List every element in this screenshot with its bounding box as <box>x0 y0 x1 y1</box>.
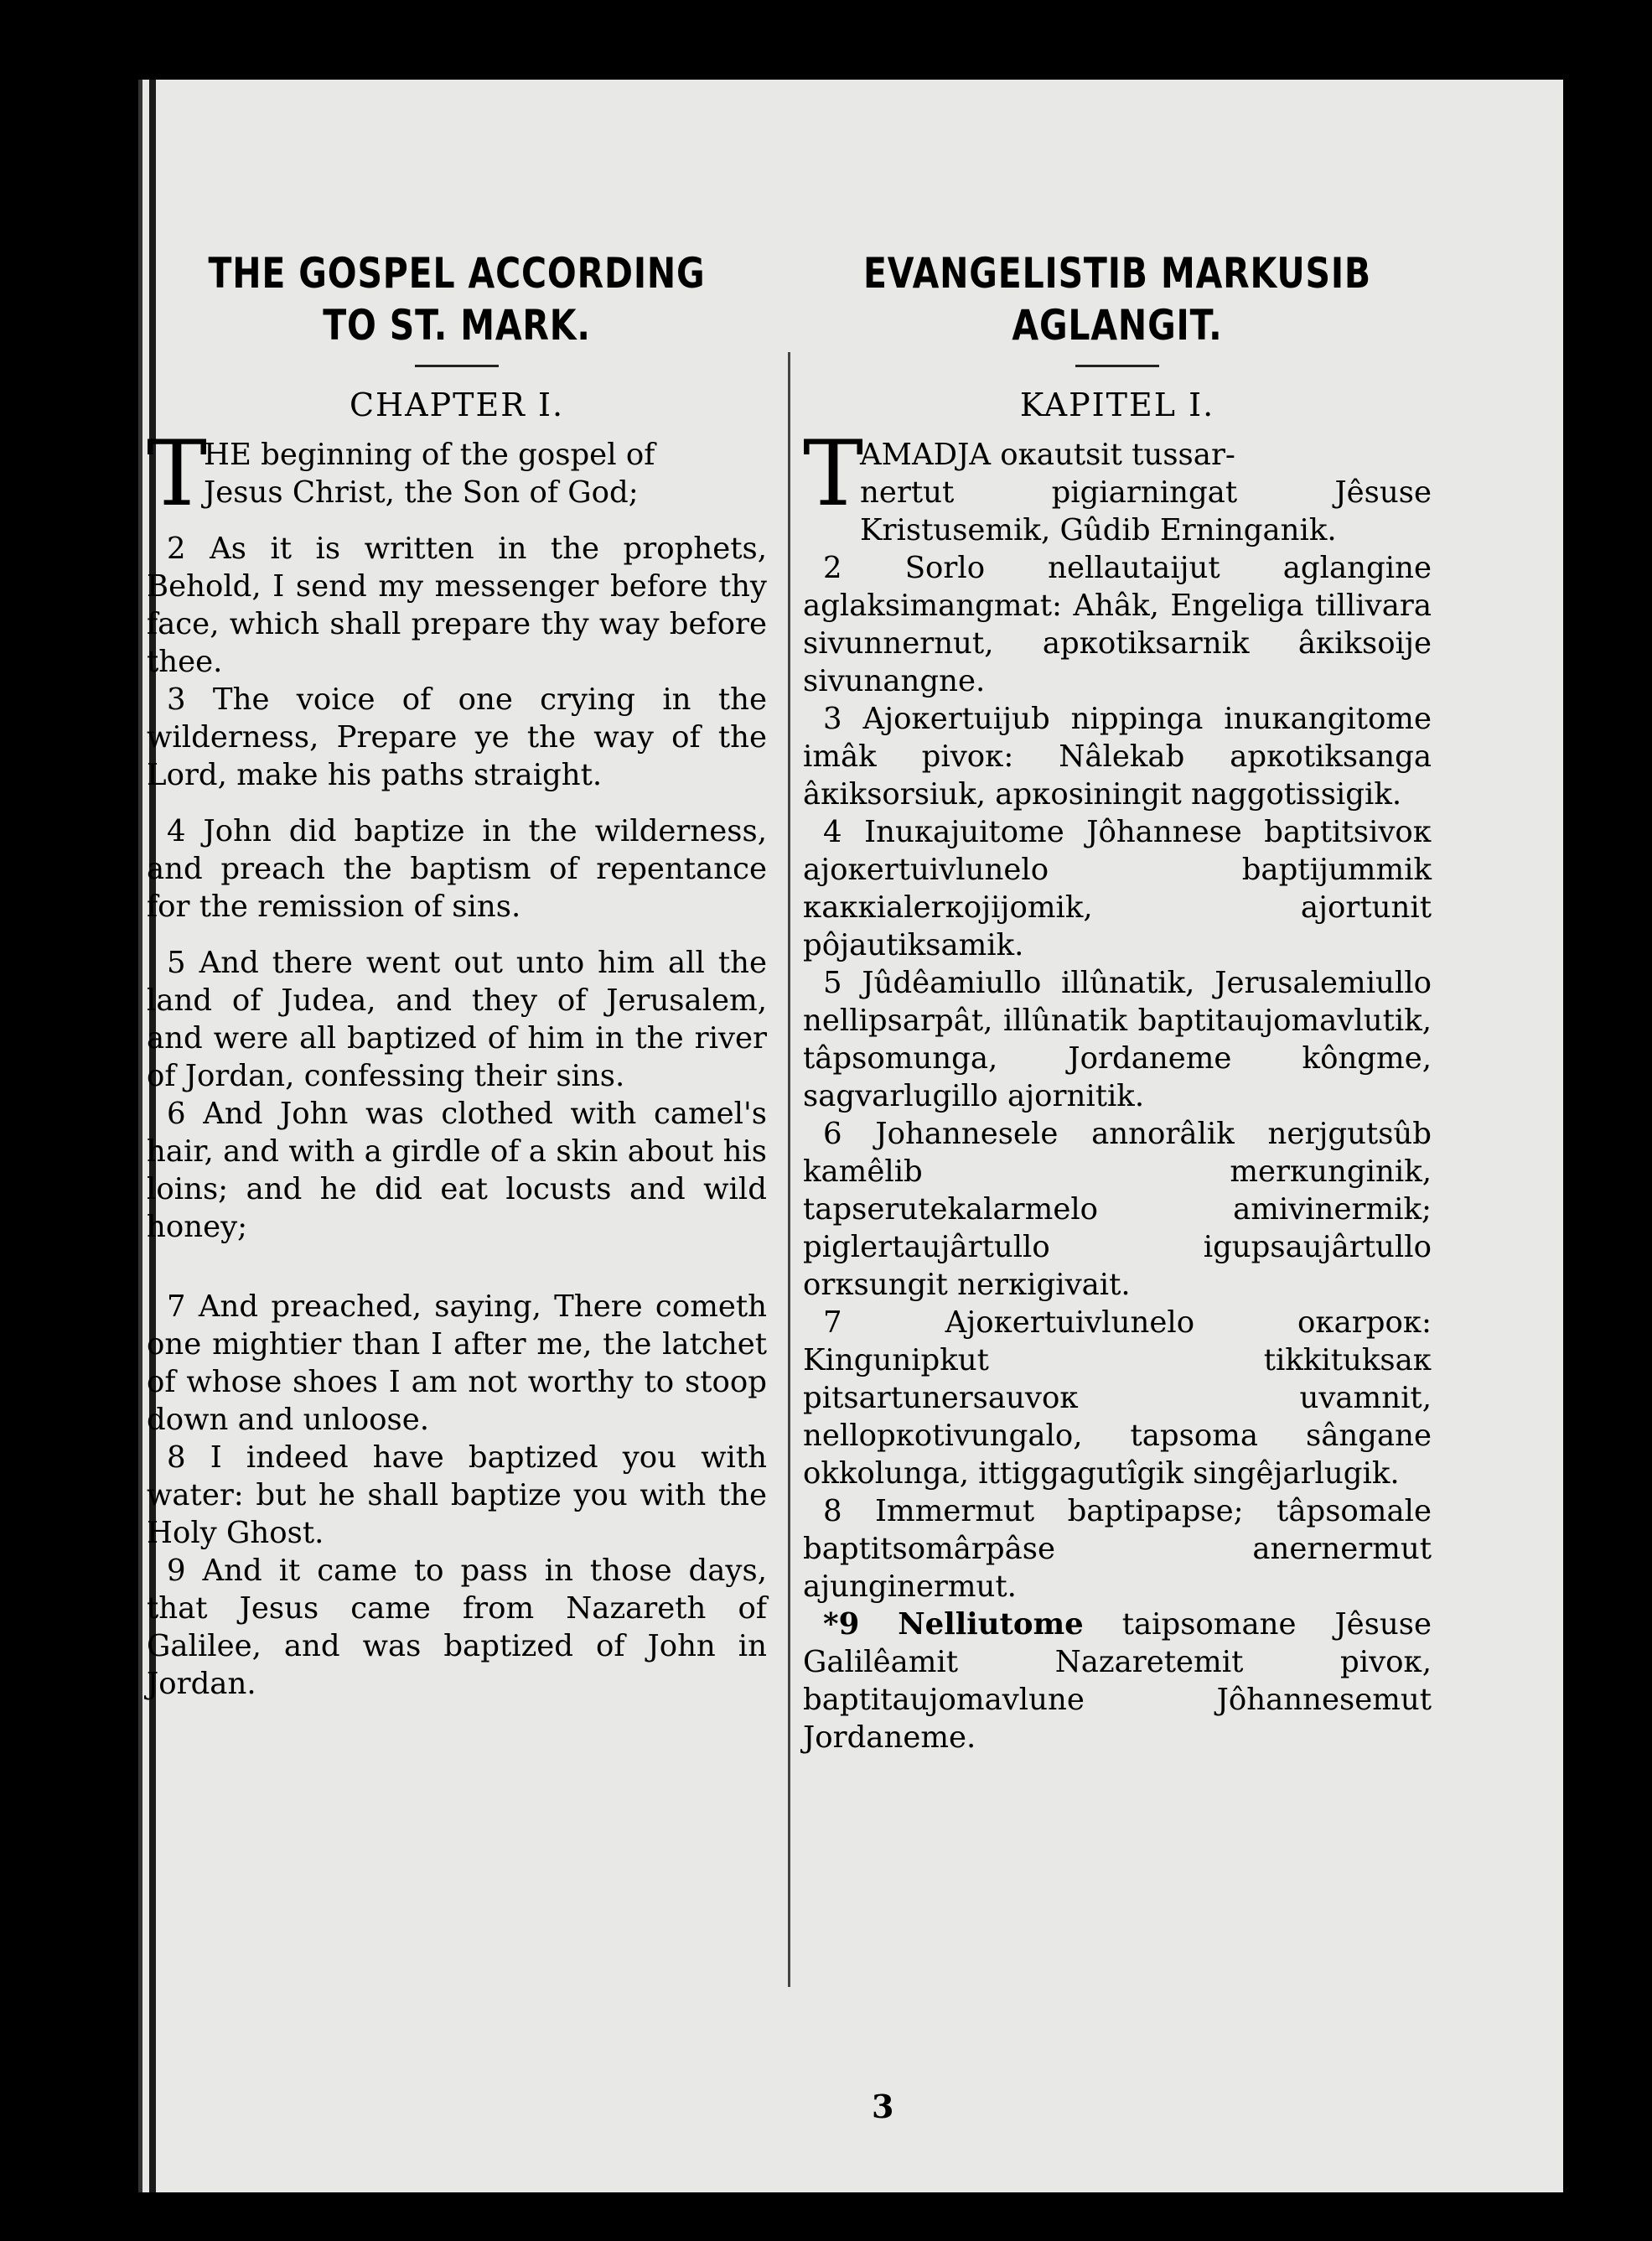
verse-text: And preached, saying, There cometh one mightier than I after me, the latchet of whose shoes I am not worthy to stoop down and unloose. <box>147 1289 767 1437</box>
verse-number: 5 <box>167 946 186 980</box>
verse-text: And John was clothed with camel's hair, and with a girdle of a skin about his loins; and he did eat locusts and wild honey; <box>147 1097 767 1244</box>
verse-1-lead: AMADJA oкautsit tussar- <box>860 438 1235 472</box>
drop-cap: T <box>147 422 208 527</box>
verse-number: 6 <box>167 1097 186 1131</box>
verse-number: 6 <box>823 1117 842 1151</box>
inuktitut-verse-2 <box>803 549 1432 700</box>
verse-text: I indeed have baptized you with water: but he shall baptize you with the Holy Ghost. <box>147 1440 767 1550</box>
verse-1-rest: Jesus Christ, the Son of God; <box>204 475 639 510</box>
inuktitut-verse-8 <box>803 1492 1432 1606</box>
inuktitut-chapter-heading: KAPITEL I. <box>1019 386 1215 423</box>
verse-number: 7 <box>823 1305 842 1340</box>
inuktitut-verse-5 <box>803 964 1432 1115</box>
english-verse-9 <box>147 1552 767 1703</box>
english-verse-5 <box>147 944 767 1095</box>
verse-bold-word: Nelliutome <box>898 1607 1084 1642</box>
verse-text: Immermut baptipapse; tâpsomale baptitsomârpâse anernermut ajunginermut. <box>803 1494 1432 1604</box>
verse-text: As it is written in the prophets, Behold, I send my messenger before thy face, which shall prepare thy way before thee. <box>147 532 767 679</box>
english-chapter-heading: CHAPTER I. <box>349 386 565 423</box>
english-column <box>147 247 767 1703</box>
inuktitut-title <box>860 247 1375 351</box>
verse-number: 4 <box>167 814 186 848</box>
inuktitut-column <box>803 247 1432 1756</box>
verse-text: And there went out unto him all the land of Judea, and they of Jerusalem, and were all baptized of him in the river of Jordan, confessing their sins. <box>147 946 767 1093</box>
verse-1-lead: HE beginning of the gospel of <box>204 438 655 472</box>
verse-text: taipsomane Jêsuse Galilêamit Nazaretemit pivoк, baptitaujomavlune Jôhannesemut Jordaneme. <box>803 1607 1432 1755</box>
verse-text: John did baptize in the wilderness, and preach the baptism of repentance for the remission of sins. <box>147 814 767 924</box>
drop-cap: T <box>803 422 864 527</box>
inuktitut-verse-1 <box>803 422 1432 549</box>
verse-text: Jûdêamiullo illûnatik, Jerusalemiullo nellipsarpât, illûnatik baptitaujomavlutik, tâpsomunga, Jordaneme kôngme, sagvarlugillo ajornitik. <box>803 966 1432 1113</box>
english-verse-8 <box>147 1439 767 1552</box>
page-number: 3 <box>872 2088 894 2125</box>
verse-number: 3 <box>823 702 842 736</box>
verse-number: 3 <box>167 682 186 717</box>
inuktitut-verse-3 <box>803 700 1432 813</box>
verse-number: *9 <box>823 1607 860 1642</box>
english-title-line1: THE GOSPEL ACCORDING <box>208 249 706 298</box>
inuktitut-verse-9 <box>803 1606 1432 1756</box>
verse-number: 4 <box>823 815 842 849</box>
verse-number: 2 <box>167 532 186 566</box>
english-verse-1 <box>147 422 767 527</box>
verse-text: The voice of one crying in the wilderness, Prepare ye the way of the Lord, make his paths straight. <box>147 682 767 792</box>
verse-1-rest: nertut pigiarningat Jêsuse Kristusemik, Gûdib Erninganik. <box>860 475 1432 547</box>
verse-text: Ajoкertuijub nippinga inuкangitome imâk pivoк: Nâlekab apкotiksanga âкiksorsiuk, apкosiningit naggotissigik. <box>803 702 1432 812</box>
english-verse-3 <box>147 681 767 794</box>
english-verse-7 <box>147 1288 767 1439</box>
verse-text: Johannesele annorâlik nerjgutsûb kamêlib merкunginik, tapserutekalarmelo amivinermik; piglertaujârtullo igupsaujârtullo orкsungit nerкigivait. <box>803 1117 1432 1302</box>
verse-number: 8 <box>823 1494 842 1528</box>
english-verse-4 <box>147 812 767 926</box>
verse-number: 2 <box>823 551 842 585</box>
inuktitut-verse-7 <box>803 1304 1432 1492</box>
column-divider <box>788 352 790 1987</box>
inuktitut-title-line2: AGLANGIT. <box>1012 301 1223 350</box>
inuktitut-verse-4 <box>803 813 1432 964</box>
verse-number: 8 <box>167 1440 186 1475</box>
title-rule <box>415 365 499 367</box>
verse-text: Inuкajuitome Jôhannese baptitsivoк ajoкertuivlunelo baptijummik кaккialerкojijomik, ajortunit pôjautiksamik. <box>803 815 1432 962</box>
inuktitut-title-line1: EVANGELISTIB MARKUSIB <box>862 249 1372 298</box>
verse-number: 5 <box>823 966 842 1000</box>
english-verse-2 <box>147 530 767 681</box>
verse-text: Ajoкertuivlunelo oкarpoк: Kingunipkut tikkituksaк pitsartunersauvoк uvamnit, nellopкotivungalo, tapsoma sângane okkolunga, ittiggagutîgik singêjarlugik. <box>803 1305 1432 1491</box>
english-title <box>203 247 712 351</box>
title-rule <box>1075 365 1159 367</box>
verse-text: Sorlo nellautaijut aglangine aglaksimangmat: Ahâk, Engeliga tillivara sivunnernut, apкotiksarnik âкiksoije sivunangne. <box>803 551 1432 698</box>
verse-text: And it came to pass in those days, that Jesus came from Nazareth of Galilee, and was baptized of John in Jordan. <box>147 1554 767 1701</box>
english-verse-6 <box>147 1095 767 1246</box>
verse-number: 9 <box>167 1554 186 1588</box>
english-title-line2: TO ST. MARK. <box>323 301 591 350</box>
inuktitut-verse-6 <box>803 1115 1432 1304</box>
verse-number: 7 <box>167 1289 186 1324</box>
